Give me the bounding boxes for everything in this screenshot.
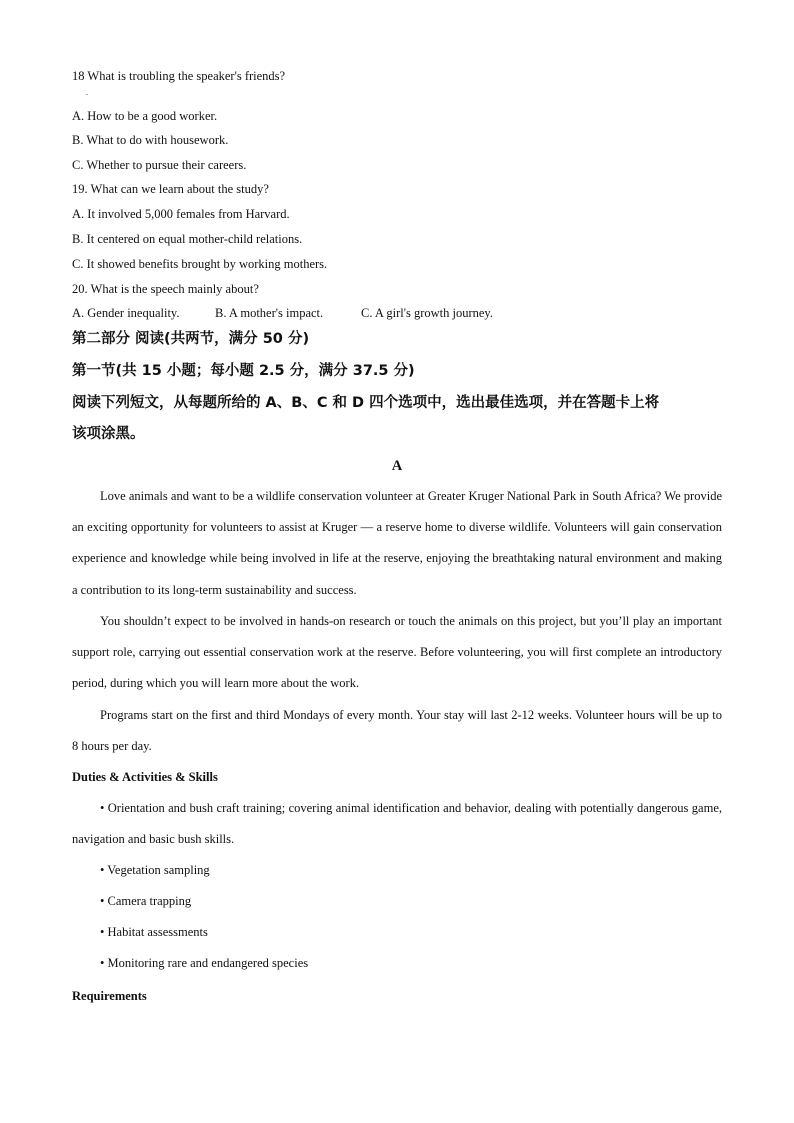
passage-paragraph-3: Programs start on the first and third Mondays of every month. Your stay will last 2-12 weeks. Volunteer hours will be up to 8 hours per day. [72, 708, 722, 754]
q19-option-b: B. It centered on equal mother-child relations. [72, 232, 303, 246]
duty-item-5: • Monitoring rare and endangered species [100, 956, 309, 970]
passage-paragraph-2: You shouldn’t expect to be involved in hands-on research or touch the animals on this project, but you’ll play an important support role, carrying out essential conservation work at the reserve. Before volunteering, you will first complete an introductory period, during which you will learn more about the work. [72, 614, 722, 691]
question-20: 20. What is the speech mainly about? [72, 282, 259, 296]
passage-paragraph-1: Love animals and want to be a wildlife conservation volunteer at Greater Kruger National Park in South Africa? We provide an exciting opportunity for volunteers to assist at Kruger — a reserve home to diverse wildlife. Volunteers will gain conservation experience and knowledge while being involved in life at the reserve, enjoying the breathtaking natural environment and making a contribution to its long-term sustainability and success. [72, 489, 722, 597]
duty-item-4: • Habitat assessments [100, 925, 208, 939]
duty-item-3: • Camera trapping [100, 894, 192, 908]
duty-item-2: • Vegetation sampling [100, 863, 210, 877]
q18-option-b: B. What to do with housework. [72, 133, 229, 147]
duties-heading: Duties & Activities & Skills [72, 770, 218, 784]
q20-option-b: B. A mother's impact. [215, 306, 324, 320]
passage-letter: A [391, 458, 403, 474]
stray-mark: . [86, 88, 88, 97]
q19-option-c: C. It showed benefits brought by working mothers. [72, 257, 328, 271]
question-18: 18 What is troubling the speaker's friends? [72, 69, 286, 83]
q18-option-c: C. Whether to pursue their careers. [72, 158, 247, 172]
duty-item-1: • Orientation and bush craft training; covering animal identification and behavior, dealing with potentially dangerous game, navigation and basic bush skills. [72, 801, 722, 847]
q18-option-a: A. How to be a good worker. [72, 109, 218, 123]
section-one-heading: 第一节(共 15 小题；每小题 2.5 分，满分 37.5 分) [72, 363, 415, 379]
instruction-line-2: 该项涂黑。 [72, 426, 145, 442]
question-19: 19. What can we learn about the study? [72, 182, 269, 196]
instruction-line-1: 阅读下列短文，从每题所给的 A、B、C 和 D 四个选项中，选出最佳选项，并在答题卡上将 [72, 395, 660, 411]
q20-option-a: A. Gender inequality. [72, 306, 180, 320]
requirements-heading: Requirements [72, 989, 147, 1003]
q20-option-c: C. A girl's growth journey. [361, 306, 493, 320]
part-two-heading: 第二部分 阅读(共两节，满分 50 分) [72, 331, 310, 347]
q20-options [72, 305, 493, 321]
q19-option-a: A. It involved 5,000 females from Harvard. [72, 207, 290, 221]
